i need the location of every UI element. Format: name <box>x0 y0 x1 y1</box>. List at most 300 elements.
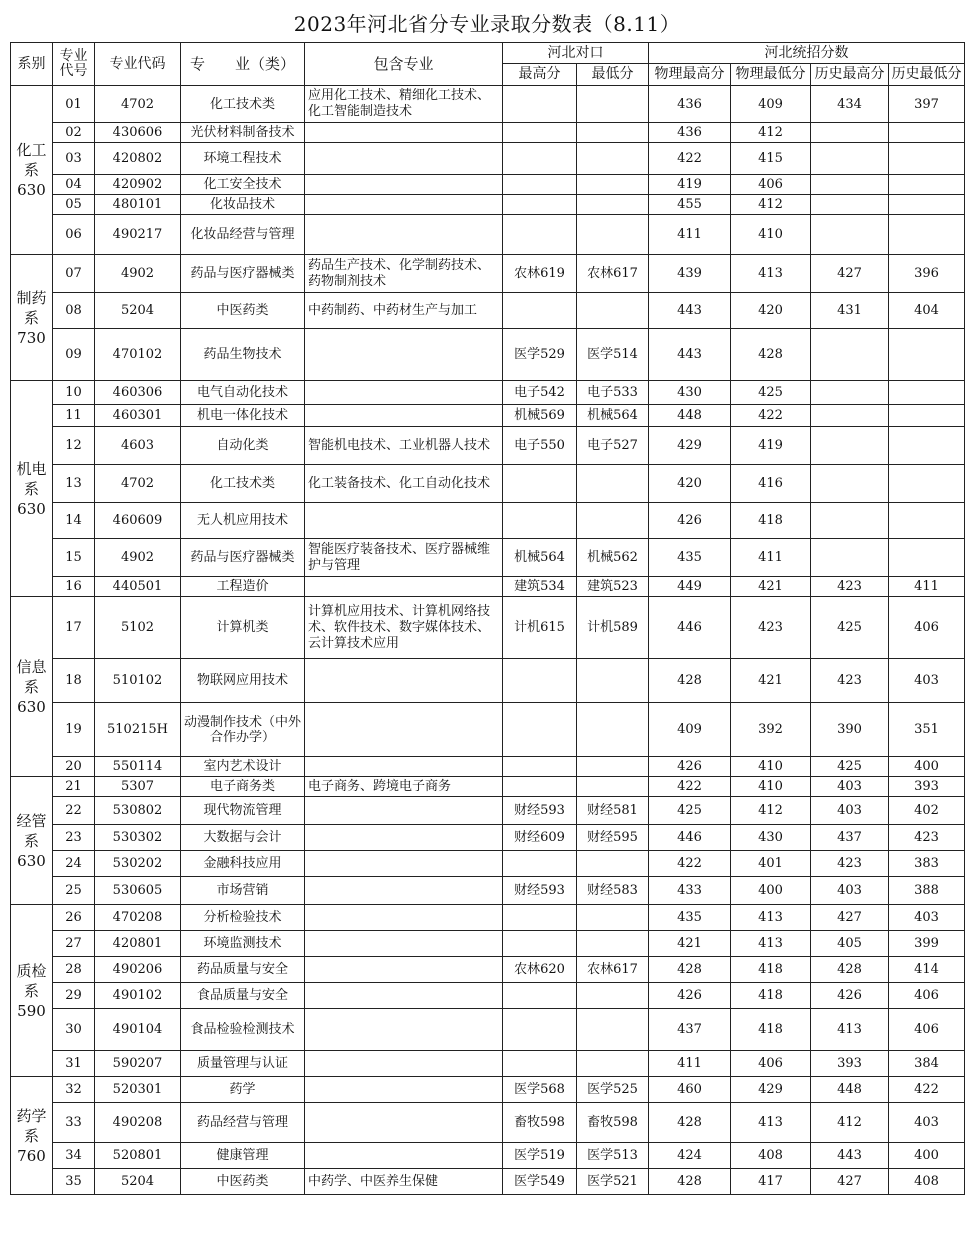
cell-included <box>305 195 503 215</box>
table-row <box>11 851 965 877</box>
cell-included <box>305 405 503 427</box>
cell-dk-min <box>577 851 649 877</box>
dept-cell: 药学系760 <box>11 1077 53 1195</box>
cell-phy-max: 436 <box>649 86 731 123</box>
cell-phy-max: 439 <box>649 255 731 293</box>
cell-his-max: 437 <box>811 825 889 851</box>
cell-his-max: 431 <box>811 293 889 329</box>
cell-dk-max: 医学529 <box>503 329 577 381</box>
cell-dk-min: 机械564 <box>577 405 649 427</box>
cell-major: 食品检验检测技术 <box>181 1009 305 1051</box>
table-row <box>11 577 965 597</box>
cell-phy-min: 401 <box>731 851 811 877</box>
cell-included <box>305 175 503 195</box>
cell-his-min: 397 <box>889 86 965 123</box>
cell-included <box>305 329 503 381</box>
cell-dk-min <box>577 215 649 255</box>
cell-major: 药品经营与管理 <box>181 1103 305 1143</box>
cell-dk-min: 畜牧598 <box>577 1103 649 1143</box>
cell-code: 490104 <box>95 1009 181 1051</box>
cell-phy-min: 415 <box>731 143 811 175</box>
cell-major: 食品质量与安全 <box>181 983 305 1009</box>
cell-his-min: 384 <box>889 1051 965 1077</box>
cell-no: 13 <box>53 465 95 503</box>
cell-dk-max: 医学568 <box>503 1077 577 1103</box>
cell-dk-min: 财经595 <box>577 825 649 851</box>
cell-code: 490208 <box>95 1103 181 1143</box>
cell-his-max <box>811 329 889 381</box>
cell-his-min <box>889 405 965 427</box>
cell-included: 计算机应用技术、计算机网络技术、软件技术、数字媒体技术、云计算技术应用 <box>305 597 503 659</box>
cell-code: 530202 <box>95 851 181 877</box>
cell-his-max <box>811 143 889 175</box>
cell-no: 03 <box>53 143 95 175</box>
cell-no: 31 <box>53 1051 95 1077</box>
cell-no: 09 <box>53 329 95 381</box>
dept-cell: 信息系630 <box>11 597 53 777</box>
cell-phy-min: 425 <box>731 381 811 405</box>
cell-dk-max: 医学519 <box>503 1143 577 1169</box>
cell-major: 药品与医疗器械类 <box>181 539 305 577</box>
cell-included: 中药学、中医养生保健 <box>305 1169 503 1195</box>
cell-dk-min: 电子533 <box>577 381 649 405</box>
cell-included <box>305 1077 503 1103</box>
header-dept: 系别 <box>11 43 53 86</box>
cell-phy-min: 423 <box>731 597 811 659</box>
header-duikou: 河北对口 <box>503 43 649 64</box>
cell-no: 32 <box>53 1077 95 1103</box>
cell-code: 510215H <box>95 703 181 757</box>
cell-no: 30 <box>53 1009 95 1051</box>
cell-code: 520801 <box>95 1143 181 1169</box>
cell-no: 18 <box>53 659 95 703</box>
cell-major: 电气自动化技术 <box>181 381 305 405</box>
cell-included: 智能医疗装备技术、医疗器械维护与管理 <box>305 539 503 577</box>
cell-phy-min: 428 <box>731 329 811 381</box>
cell-dk-max: 机械564 <box>503 539 577 577</box>
cell-no: 29 <box>53 983 95 1009</box>
table-row <box>11 503 965 539</box>
cell-dk-max <box>503 983 577 1009</box>
cell-no: 26 <box>53 905 95 931</box>
cell-code: 490102 <box>95 983 181 1009</box>
cell-dk-max <box>503 175 577 195</box>
cell-major: 电子商务类 <box>181 777 305 797</box>
cell-major: 工程造价 <box>181 577 305 597</box>
cell-his-max: 393 <box>811 1051 889 1077</box>
cell-dk-min <box>577 931 649 957</box>
cell-his-max: 427 <box>811 905 889 931</box>
cell-code: 530302 <box>95 825 181 851</box>
dept-cell: 制药系730 <box>11 255 53 381</box>
cell-dk-min: 计机589 <box>577 597 649 659</box>
cell-phy-min: 410 <box>731 757 811 777</box>
cell-his-min: 403 <box>889 905 965 931</box>
table-row <box>11 983 965 1009</box>
cell-code: 470208 <box>95 905 181 931</box>
admission-score-table <box>10 42 965 1195</box>
cell-code: 5204 <box>95 1169 181 1195</box>
cell-dk-max <box>503 851 577 877</box>
cell-his-max: 423 <box>811 659 889 703</box>
cell-phy-max: 428 <box>649 659 731 703</box>
cell-phy-min: 411 <box>731 539 811 577</box>
cell-his-min <box>889 503 965 539</box>
cell-phy-min: 412 <box>731 797 811 825</box>
cell-dk-max: 财经593 <box>503 877 577 905</box>
cell-dk-min: 电子527 <box>577 427 649 465</box>
cell-his-max: 403 <box>811 797 889 825</box>
cell-major: 健康管理 <box>181 1143 305 1169</box>
table-row <box>11 1169 965 1195</box>
cell-phy-max: 437 <box>649 1009 731 1051</box>
cell-phy-min: 418 <box>731 983 811 1009</box>
cell-major: 药品生物技术 <box>181 329 305 381</box>
cell-phy-max: 449 <box>649 577 731 597</box>
cell-included <box>305 215 503 255</box>
cell-phy-max: 420 <box>649 465 731 503</box>
cell-code: 4902 <box>95 539 181 577</box>
cell-his-min: 399 <box>889 931 965 957</box>
cell-dk-max <box>503 757 577 777</box>
cell-dk-max: 财经609 <box>503 825 577 851</box>
header-major-no: 专业代号 <box>53 43 95 86</box>
table-row <box>11 777 965 797</box>
cell-included <box>305 123 503 143</box>
cell-dk-max <box>503 293 577 329</box>
cell-dk-min <box>577 195 649 215</box>
cell-dk-min <box>577 1051 649 1077</box>
cell-dk-max <box>503 777 577 797</box>
cell-his-min <box>889 381 965 405</box>
cell-code: 530605 <box>95 877 181 905</box>
header-his-min: 历史最低分 <box>889 64 965 86</box>
cell-code: 420802 <box>95 143 181 175</box>
cell-phy-max: 433 <box>649 877 731 905</box>
cell-code: 4702 <box>95 86 181 123</box>
cell-dk-min <box>577 123 649 143</box>
cell-dk-max <box>503 931 577 957</box>
cell-his-max <box>811 381 889 405</box>
cell-dk-max <box>503 1009 577 1051</box>
cell-his-min: 393 <box>889 777 965 797</box>
cell-his-min: 400 <box>889 757 965 777</box>
cell-his-max <box>811 195 889 215</box>
table-row <box>11 86 965 123</box>
cell-phy-min: 416 <box>731 465 811 503</box>
cell-his-max <box>811 465 889 503</box>
cell-major: 物联网应用技术 <box>181 659 305 703</box>
cell-phy-min: 412 <box>731 123 811 143</box>
cell-phy-min: 408 <box>731 1143 811 1169</box>
cell-his-min <box>889 329 965 381</box>
cell-major: 质量管理与认证 <box>181 1051 305 1077</box>
cell-his-max: 423 <box>811 577 889 597</box>
table-row <box>11 703 965 757</box>
table-row <box>11 405 965 427</box>
cell-dk-max: 农林620 <box>503 957 577 983</box>
cell-his-min <box>889 195 965 215</box>
cell-phy-max: 460 <box>649 1077 731 1103</box>
cell-major: 药品与医疗器械类 <box>181 255 305 293</box>
table-row <box>11 539 965 577</box>
cell-major: 计算机类 <box>181 597 305 659</box>
cell-dk-max <box>503 905 577 931</box>
cell-code: 460609 <box>95 503 181 539</box>
cell-code: 520301 <box>95 1077 181 1103</box>
page-title: 2023年河北省分专业录取分数表（8.11） <box>293 12 681 36</box>
header-phy-min: 物理最低分 <box>731 64 811 86</box>
table-row <box>11 293 965 329</box>
cell-major: 无人机应用技术 <box>181 503 305 539</box>
cell-his-max: 390 <box>811 703 889 757</box>
cell-his-max: 427 <box>811 255 889 293</box>
cell-dk-min <box>577 659 649 703</box>
cell-major: 自动化类 <box>181 427 305 465</box>
cell-included <box>305 797 503 825</box>
cell-his-min: 404 <box>889 293 965 329</box>
cell-major: 中医药类 <box>181 293 305 329</box>
cell-dk-min: 医学514 <box>577 329 649 381</box>
cell-phy-max: 446 <box>649 597 731 659</box>
cell-his-min: 351 <box>889 703 965 757</box>
cell-no: 25 <box>53 877 95 905</box>
cell-his-max <box>811 405 889 427</box>
table-row <box>11 1051 965 1077</box>
cell-phy-min: 400 <box>731 877 811 905</box>
cell-his-min: 403 <box>889 1103 965 1143</box>
cell-dk-max <box>503 123 577 143</box>
cell-phy-min: 418 <box>731 1009 811 1051</box>
cell-code: 490217 <box>95 215 181 255</box>
cell-dk-min <box>577 983 649 1009</box>
cell-his-min: 411 <box>889 577 965 597</box>
table-row <box>11 905 965 931</box>
cell-dk-min <box>577 757 649 777</box>
cell-phy-min: 409 <box>731 86 811 123</box>
cell-phy-max: 411 <box>649 1051 731 1077</box>
table-row <box>11 797 965 825</box>
cell-dk-max <box>503 465 577 503</box>
table-row <box>11 123 965 143</box>
cell-phy-max: 448 <box>649 405 731 427</box>
cell-dk-max <box>503 215 577 255</box>
cell-included: 中药制药、中药材生产与加工 <box>305 293 503 329</box>
header-phy-max: 物理最高分 <box>649 64 731 86</box>
cell-code: 590207 <box>95 1051 181 1077</box>
cell-his-max <box>811 427 889 465</box>
cell-included: 智能机电技术、工业机器人技术 <box>305 427 503 465</box>
cell-code: 470102 <box>95 329 181 381</box>
table-row <box>11 877 965 905</box>
cell-no: 06 <box>53 215 95 255</box>
cell-his-min: 406 <box>889 1009 965 1051</box>
cell-phy-max: 430 <box>649 381 731 405</box>
table-row <box>11 329 965 381</box>
table-row <box>11 381 965 405</box>
cell-major: 药学 <box>181 1077 305 1103</box>
cell-dk-min <box>577 905 649 931</box>
cell-major: 光伏材料制备技术 <box>181 123 305 143</box>
cell-no: 33 <box>53 1103 95 1143</box>
cell-his-min <box>889 123 965 143</box>
cell-phy-min: 412 <box>731 195 811 215</box>
cell-phy-max: 419 <box>649 175 731 195</box>
cell-dk-min <box>577 465 649 503</box>
cell-included <box>305 1009 503 1051</box>
cell-phy-max: 421 <box>649 931 731 957</box>
header-major: 专 业（类） <box>181 43 305 86</box>
cell-no: 10 <box>53 381 95 405</box>
cell-dk-min: 财经581 <box>577 797 649 825</box>
cell-his-min: 422 <box>889 1077 965 1103</box>
cell-included <box>305 905 503 931</box>
cell-major: 中医药类 <box>181 1169 305 1195</box>
cell-code: 4902 <box>95 255 181 293</box>
cell-his-max: 403 <box>811 777 889 797</box>
cell-no: 22 <box>53 797 95 825</box>
table-row <box>11 215 965 255</box>
cell-his-min: 406 <box>889 597 965 659</box>
cell-included <box>305 757 503 777</box>
table-row <box>11 143 965 175</box>
cell-included <box>305 1051 503 1077</box>
cell-dk-min <box>577 1009 649 1051</box>
cell-major: 金融科技应用 <box>181 851 305 877</box>
cell-his-min <box>889 465 965 503</box>
cell-no: 27 <box>53 931 95 957</box>
cell-dk-max <box>503 195 577 215</box>
cell-included <box>305 931 503 957</box>
cell-his-min <box>889 539 965 577</box>
table-row <box>11 195 965 215</box>
cell-his-max <box>811 539 889 577</box>
cell-code: 420902 <box>95 175 181 195</box>
cell-phy-max: 425 <box>649 797 731 825</box>
cell-code: 5204 <box>95 293 181 329</box>
cell-his-max <box>811 503 889 539</box>
cell-phy-max: 446 <box>649 825 731 851</box>
cell-included: 应用化工技术、精细化工技术、化工智能制造技术 <box>305 86 503 123</box>
table-row <box>11 1009 965 1051</box>
cell-phy-min: 410 <box>731 777 811 797</box>
cell-included <box>305 983 503 1009</box>
cell-dk-max: 机械569 <box>503 405 577 427</box>
cell-his-max: 428 <box>811 957 889 983</box>
cell-dk-min: 医学513 <box>577 1143 649 1169</box>
cell-his-max: 405 <box>811 931 889 957</box>
cell-phy-min: 406 <box>731 1051 811 1077</box>
table-row <box>11 931 965 957</box>
cell-dk-min: 医学521 <box>577 1169 649 1195</box>
table-row <box>11 1143 965 1169</box>
cell-phy-min: 422 <box>731 405 811 427</box>
cell-no: 34 <box>53 1143 95 1169</box>
cell-included <box>305 957 503 983</box>
cell-dk-min: 农林617 <box>577 957 649 983</box>
cell-no: 17 <box>53 597 95 659</box>
cell-code: 550114 <box>95 757 181 777</box>
cell-code: 460301 <box>95 405 181 427</box>
cell-phy-min: 418 <box>731 957 811 983</box>
cell-code: 460306 <box>95 381 181 405</box>
cell-his-max: 413 <box>811 1009 889 1051</box>
cell-phy-max: 428 <box>649 1169 731 1195</box>
cell-dk-max: 计机615 <box>503 597 577 659</box>
cell-code: 490206 <box>95 957 181 983</box>
cell-phy-max: 426 <box>649 983 731 1009</box>
cell-dk-min: 财经583 <box>577 877 649 905</box>
cell-included <box>305 825 503 851</box>
cell-his-min: 408 <box>889 1169 965 1195</box>
cell-major: 动漫制作技术（中外合作办学） <box>181 703 305 757</box>
cell-dk-max: 电子550 <box>503 427 577 465</box>
cell-dk-min <box>577 777 649 797</box>
table-row <box>11 825 965 851</box>
cell-dk-min: 机械562 <box>577 539 649 577</box>
cell-dk-min: 建筑523 <box>577 577 649 597</box>
cell-code: 510102 <box>95 659 181 703</box>
cell-his-max: 423 <box>811 851 889 877</box>
cell-no: 04 <box>53 175 95 195</box>
cell-phy-min: 413 <box>731 255 811 293</box>
cell-his-max: 426 <box>811 983 889 1009</box>
cell-dk-max <box>503 503 577 539</box>
cell-phy-max: 429 <box>649 427 731 465</box>
cell-dk-max: 农林619 <box>503 255 577 293</box>
cell-major: 化工技术类 <box>181 465 305 503</box>
cell-included <box>305 1143 503 1169</box>
cell-his-min: 406 <box>889 983 965 1009</box>
table-row <box>11 597 965 659</box>
cell-included: 药品生产技术、化学制药技术、药物制剂技术 <box>305 255 503 293</box>
cell-phy-max: 422 <box>649 851 731 877</box>
cell-phy-min: 420 <box>731 293 811 329</box>
cell-included <box>305 1103 503 1143</box>
cell-dk-max <box>503 703 577 757</box>
cell-no: 35 <box>53 1169 95 1195</box>
cell-no: 11 <box>53 405 95 427</box>
cell-phy-min: 392 <box>731 703 811 757</box>
cell-phy-max: 409 <box>649 703 731 757</box>
cell-phy-min: 429 <box>731 1077 811 1103</box>
cell-included <box>305 503 503 539</box>
cell-phy-max: 422 <box>649 143 731 175</box>
table-row <box>11 757 965 777</box>
cell-dk-max <box>503 659 577 703</box>
cell-major: 机电一体化技术 <box>181 405 305 427</box>
cell-included: 化工装备技术、化工自动化技术 <box>305 465 503 503</box>
table-row <box>11 175 965 195</box>
cell-dk-min <box>577 703 649 757</box>
cell-phy-max: 436 <box>649 123 731 143</box>
cell-code: 5307 <box>95 777 181 797</box>
cell-dk-min <box>577 503 649 539</box>
header-duikou-max: 最高分 <box>503 64 577 86</box>
cell-dk-min <box>577 86 649 123</box>
dept-cell: 化工系630 <box>11 86 53 255</box>
cell-his-min: 400 <box>889 1143 965 1169</box>
cell-phy-max: 422 <box>649 777 731 797</box>
cell-his-min <box>889 175 965 195</box>
cell-phy-max: 455 <box>649 195 731 215</box>
cell-phy-max: 435 <box>649 905 731 931</box>
header-tongzhao: 河北统招分数 <box>649 43 965 64</box>
cell-his-min <box>889 143 965 175</box>
cell-dk-max: 建筑534 <box>503 577 577 597</box>
cell-major: 环境监测技术 <box>181 931 305 957</box>
cell-dk-min: 医学525 <box>577 1077 649 1103</box>
